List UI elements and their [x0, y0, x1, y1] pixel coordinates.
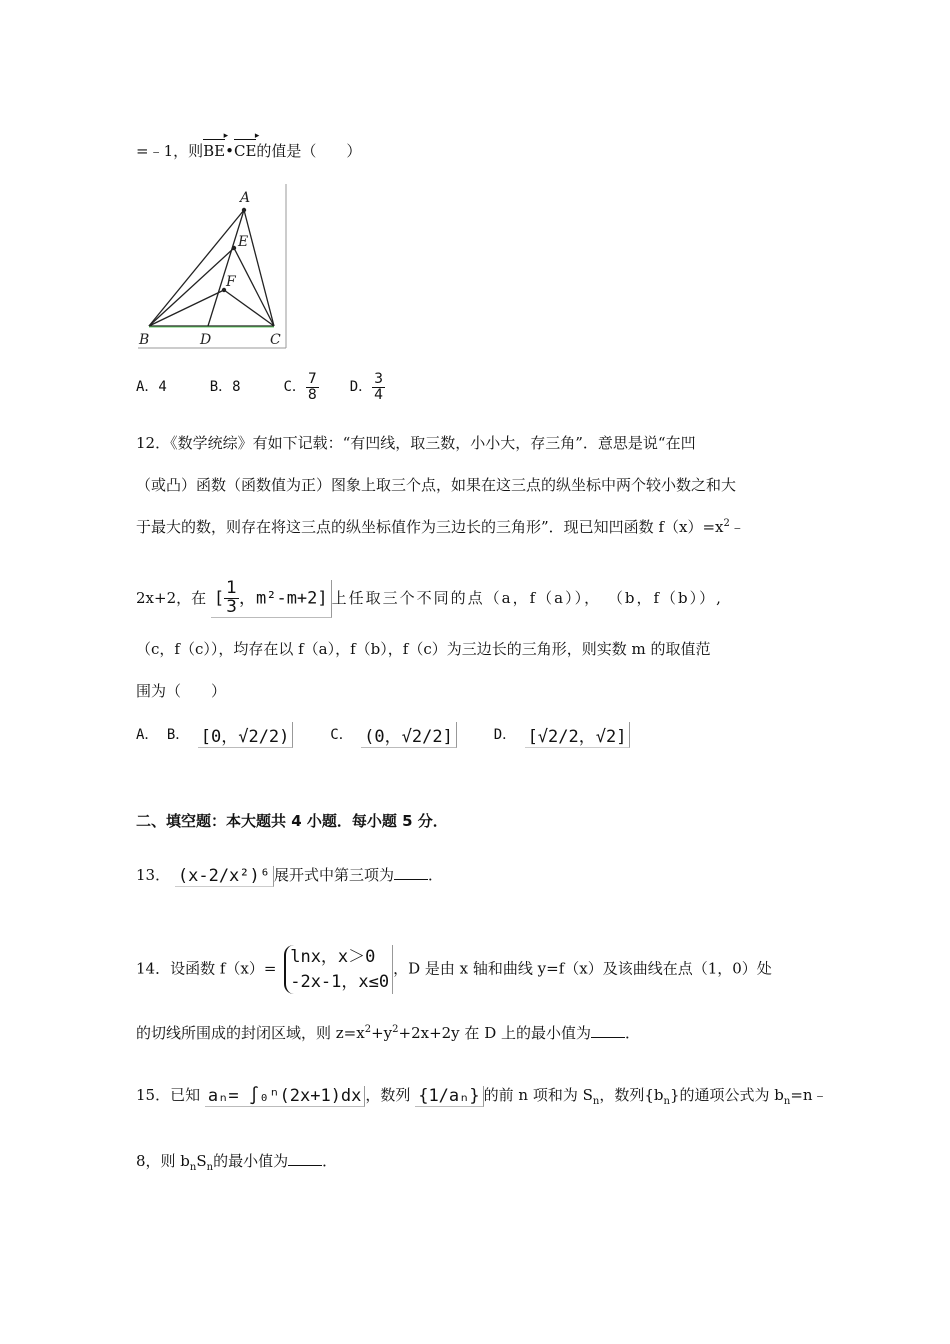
q11-option-c[interactable]: C． $\frac{7}{8}$ [283, 371, 317, 403]
q12-line-1: 12．《数学统综》有如下记载：“有凹线，取三数，小小大，存三角”．意思是说“在凹 [136, 434, 696, 452]
edge-ac [244, 210, 274, 326]
q11-option-b[interactable]: B．8 [209, 379, 241, 396]
q11-option-a[interactable]: A．4 [136, 379, 167, 396]
q12-option-b[interactable]: B． [0，√2/2) [167, 727, 294, 743]
label-a: A [240, 190, 251, 206]
label-b: B [139, 332, 150, 348]
q12-option-a[interactable]: A． [136, 727, 159, 743]
q12-options [136, 722, 630, 748]
option-b-interval: [0，√2/2) [198, 722, 294, 748]
q11-option-d[interactable]: D． $\frac{3}{4}$ [349, 371, 384, 403]
fraction-7-8: $\frac{7}{8}$ [307, 371, 317, 403]
section-heading: 二、填空题：本大题共 4 小题．每小题 5 分． [136, 812, 448, 830]
label-f: F [226, 274, 236, 290]
q12-line-2: （或凸）函数（函数值为正）图象上取三个点，如果在这三点的纵坐标中两个较小数之和大 [136, 476, 737, 494]
q12-line-6: 围为（ ） [136, 682, 227, 700]
integral-expression: aₙ= ∫₀ⁿ(2x+1)dx [205, 1086, 366, 1107]
vector-be: BE ▸ [203, 142, 225, 160]
piecewise-function: lnx，x＞0 -2x-1，x≤0 [281, 945, 393, 994]
edge-ab [149, 210, 244, 326]
segment-bf [149, 290, 224, 326]
segment-be [149, 248, 234, 326]
q12-line-5: （c，f（c）），均存在以 f（a），f（b），f（c）为三边长的三角形，则实数 m 的取值范 [136, 640, 711, 658]
fraction-3-4: $\frac{3}{4}$ [374, 371, 384, 403]
label-e: E [238, 234, 249, 250]
vector-ce: CE ▸ [234, 142, 256, 160]
median-ad [208, 210, 244, 326]
sequence-expression: {1/aₙ} [415, 1086, 483, 1107]
triangle-figure [136, 182, 291, 350]
q12-line-4: 2x+2，在 [ $\frac{1}{3}$ ，m²-m+2] 上任取三个不同的点（a，f（a））， （b，f（b））, [136, 578, 723, 617]
segment-ce [234, 248, 274, 326]
q11-question-tail: =﹣1，则BE ▸•CE ▸的值是（ ） [136, 140, 361, 161]
binomial-expression: (x-2/x²)⁶ [175, 866, 274, 887]
answer-blank[interactable] [288, 1153, 322, 1166]
label-c: C [270, 332, 281, 348]
q12-option-d[interactable]: D． [√2/2，√2] [494, 727, 631, 743]
q13: 13． (x-2/x²)⁶ 展开式中第三项为 ． [136, 865, 444, 886]
q11-options [136, 372, 385, 402]
option-d-interval: [√2/2，√2] [525, 722, 631, 748]
answer-blank[interactable] [591, 1025, 625, 1038]
answer-blank[interactable] [394, 867, 428, 880]
q14-line-2: 的切线所围成的封闭区域，则 $z=x^2+y^2+2x+2y$ 在 D 上的最小值为 ． [136, 1024, 641, 1042]
option-c-interval: (0，√2/2] [361, 722, 457, 748]
interval-expression: [ $\frac{1}{3}$ ，m²-m+2] [211, 580, 332, 618]
q15-line-1: 15．已知 aₙ= ∫₀ⁿ(2x+1)dx ，数列 {1/aₙ} 的前 n 项和为 $S_n$，数列$\{b_n\}$的通项公式为 $b_n=n﹣$ [136, 1085, 828, 1107]
q12-line-3: 于最大的数，则存在将这三点的纵坐标值作为三边长的三角形”．现已知凹函数 $f(x)=x^2﹣$ [136, 518, 745, 536]
q15-line-2: 8，则 $b_nS_n$的最小值为 ． [136, 1152, 338, 1173]
q14-line-1: 14．设函数 f（x）= lnx，x＞0 -2x-1，x≤0，D 是由 x 轴和曲线 y=f（x）及该曲线在点（1，0）处 [136, 945, 772, 994]
label-d: D [200, 332, 212, 348]
q12-option-c[interactable]: C． (0，√2/2] [330, 727, 457, 743]
